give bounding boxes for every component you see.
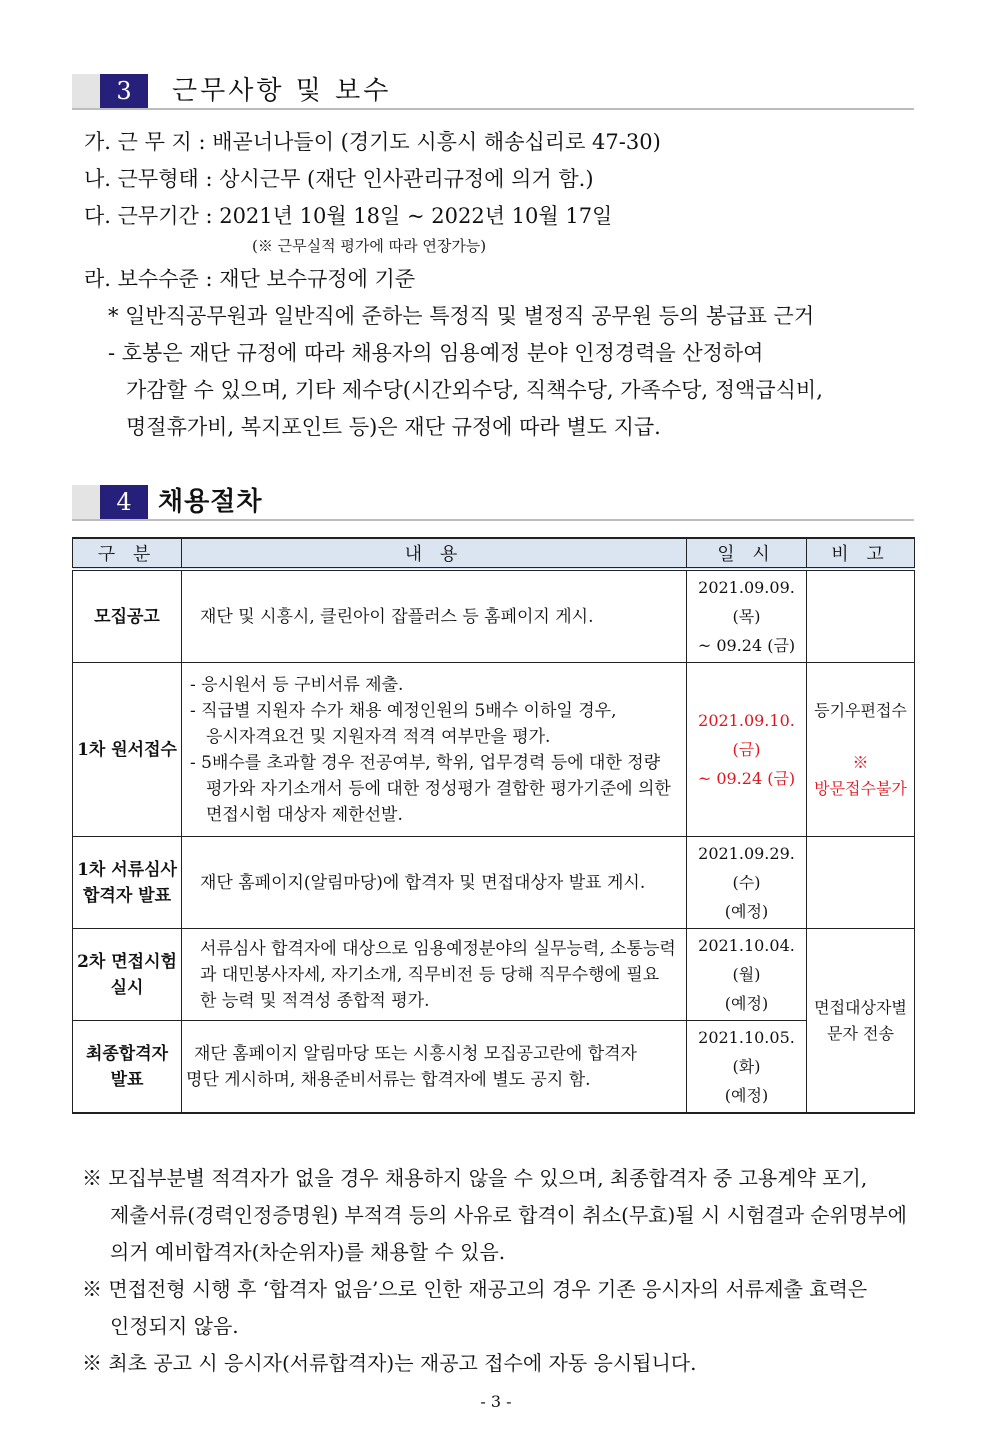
header-date: 일 시 (687, 538, 807, 569)
notes (82, 1160, 914, 1382)
table-row (73, 929, 915, 1021)
date-start: 2021.09.09.(목) (698, 578, 795, 626)
section-3-body (72, 128, 914, 441)
pay-detail-1: - 호봉은 재단 규정에 따라 채용자의 임용예정 분야 인정경력을 산정하여 (108, 341, 764, 365)
table-row (73, 1021, 915, 1114)
section-title: 채용절차 (158, 487, 263, 517)
content-line: - 응시원서 등 구비서류 제출. (190, 674, 404, 695)
row-category: 1차 원서접수 (73, 663, 182, 837)
pay-detail-2: 가감할 수 있으며, 기타 제수당(시간외수당, 직책수당, 가족수당, 정액급식비, (126, 378, 823, 402)
content-line: 과 대민봉사자세, 자기소개, 직무비전 등 당해 직무수행에 필요 (200, 964, 660, 985)
table-row (73, 837, 915, 929)
header-remark: 비 고 (807, 538, 915, 569)
work-location: 가. 근 무 지 : 배곧너나들이 (경기도 시흥시 해송십리로 47-30) (84, 130, 661, 154)
note-line: ※ 면접전형 시행 후 ‘합격자 없음’으로 인한 재공고의 경우 기존 응시자의 서류제출 효력은 (82, 1277, 868, 1301)
content-line: - 5배수를 초과할 경우 전공여부, 학위, 업무경력 등에 대한 정량 (190, 752, 661, 773)
note-line: 인정되지 않음. (110, 1314, 239, 1338)
section-number: 4 (100, 485, 148, 519)
content-line: 서류심사 합격자에 대상으로 임용예정분야의 실무능력, 소통능력 (200, 938, 676, 959)
period-note: (※ 근무실적 평가에 따라 연장가능) (252, 237, 487, 255)
work-period: 다. 근무기간 : 2021년 10월 18일 ~ 2022년 10월 17일 (84, 204, 613, 228)
row-date (687, 569, 807, 663)
date-end: (예정) (724, 1086, 769, 1105)
row-content (182, 1021, 687, 1114)
pay-detail-3: 명절휴가비, 복지포인트 등)은 재단 규정에 따라 별도 지급. (126, 415, 661, 439)
note-line: 의거 예비합격자(차순위자)를 채용할 수 있음. (110, 1240, 506, 1264)
section-3-header (72, 74, 914, 110)
row-date (687, 1021, 807, 1114)
row-remark (807, 837, 915, 929)
content-line: - 직급별 지원자 수가 채용 예정인원의 5배수 이하일 경우, (190, 700, 617, 721)
table-row (73, 569, 915, 663)
row-date (687, 929, 807, 1021)
work-type: 나. 근무형태 : 상시근무 (재단 인사관리규정에 의거 함.) (84, 167, 594, 191)
date-start: 2021.09.10.(금) (698, 711, 795, 759)
page-number: - 3 - (480, 1392, 512, 1411)
header-content: 내 용 (182, 538, 687, 569)
row-date (687, 837, 807, 929)
section-number: 3 (100, 74, 148, 108)
note-line: ※ 최초 공고 시 응시자(서류합격자)는 재공고 접수에 자동 응시됩니다. (82, 1351, 697, 1375)
remark-registered-mail: 등기우편접수 (814, 700, 907, 720)
content-line: 한 능력 및 적격성 종합적 평가. (200, 990, 430, 1011)
note-line: ※ 모집부분별 적격자가 없을 경우 채용하지 않을 수 있으며, 최종합격자 중 고용계약 포기, (82, 1166, 868, 1190)
remark-line: 문자 전송 (827, 1023, 894, 1043)
header-band (72, 74, 100, 108)
pay-level: 라. 보수수준 : 재단 보수규정에 기준 (84, 267, 416, 291)
date-start: 2021.10.04.(월) (698, 936, 795, 984)
row-remark (807, 663, 915, 837)
remark-line: 면접대상자별 (814, 997, 907, 1017)
row-category: 1차 서류심사 합격자 발표 (73, 837, 182, 929)
table-row (73, 663, 915, 837)
row-category: 2차 면접시험 실시 (73, 929, 182, 1021)
remark-no-visit: ※방문접수불가 (814, 752, 907, 798)
date-start: 2021.10.05.(화) (698, 1028, 795, 1076)
date-end: (예정) (724, 902, 769, 921)
date-end: ~ 09.24 (금) (697, 636, 796, 655)
content-line: 응시자격요건 및 지원자격 적격 여부만을 평가. (206, 726, 551, 747)
date-end: (예정) (724, 994, 769, 1013)
content-line: 재단 홈페이지 알림마당 또는 시흥시청 모집공고란에 합격자 (194, 1043, 637, 1064)
date-end: ~ 09.24 (금) (697, 769, 796, 788)
section-title: 근무사항 및 보수 (172, 76, 392, 106)
row-remark (807, 929, 915, 1114)
row-category: 모집공고 (73, 569, 182, 663)
recruitment-procedure-table (72, 537, 915, 1114)
table-header-row (73, 538, 915, 569)
header-category: 구 분 (73, 538, 182, 569)
row-category: 최종합격자 발표 (73, 1021, 182, 1114)
pay-basis: * 일반직공무원과 일반직에 준하는 특정직 및 별정직 공무원 등의 봉급표 근거 (108, 304, 815, 328)
row-date (687, 663, 807, 837)
note-line: 제출서류(경력인정증명원) 부적격 등의 사유로 합격이 취소(무효)될 시 시험결과 순위명부에 (110, 1203, 907, 1227)
date-start: 2021.09.29.(수) (698, 844, 795, 892)
section-4-header (72, 485, 914, 521)
row-content: 재단 및 시흥시, 클린아이 잡플러스 등 홈페이지 게시. (182, 569, 687, 663)
row-remark (807, 569, 915, 663)
header-band (72, 485, 100, 519)
row-content: 재단 홈페이지(알림마당)에 합격자 및 면접대상자 발표 게시. (182, 837, 687, 929)
content-line: 명단 게시하며, 채용준비서류는 합격자에 별도 공지 함. (186, 1069, 591, 1090)
content-line: 면접시험 대상자 제한선발. (206, 804, 403, 825)
row-content (182, 929, 687, 1021)
row-content (182, 663, 687, 837)
content-line: 평가와 자기소개서 등에 대한 정성평가 결합한 평가기준에 의한 (206, 778, 671, 799)
